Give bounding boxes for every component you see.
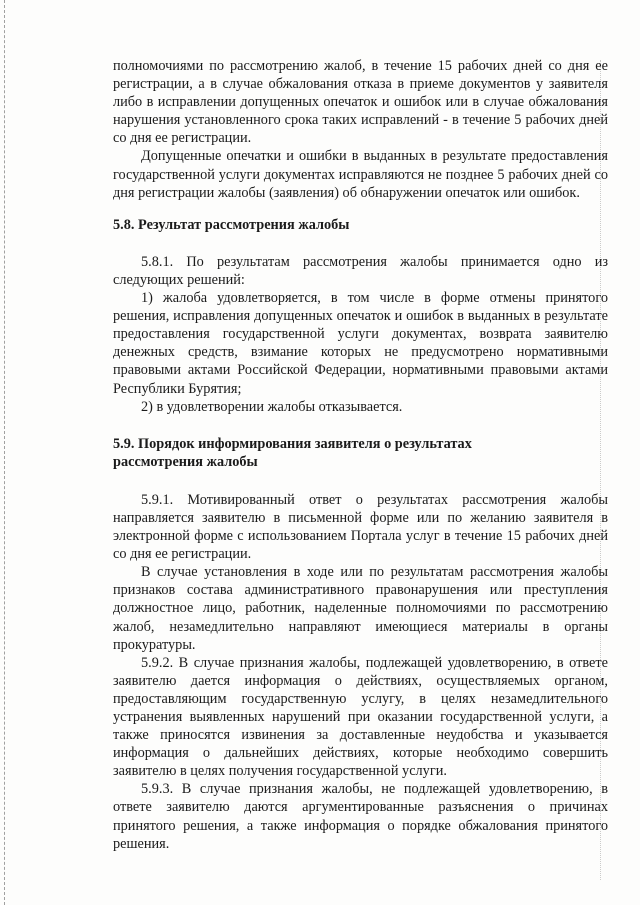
- paragraph-typos-correction: Допущенные опечатки и ошибки в выданных в результате предоставления государственной услуги документах исправляются не позднее 5 рабочих дней со дня регистрации жалобы (заявления) об обнаружении опечаток или ошибок.: [113, 148, 608, 201]
- list-item-2: 2) в удовлетворении жалобы отказывается.: [141, 398, 403, 415]
- scan-edge-left: [4, 0, 6, 905]
- paragraph-continuation: полномочиями по рассмотрению жалоб, в течение 15 рабочих дней со дня ее регистрации, а в случае обжалования отказа в приеме документов у заявителя либо в исправлении допущенных опечаток и ошибок или в случае обжалования нарушения установленного срока таких исправлений - в течение 5 рабочих дней со дня ее регистрации.: [113, 58, 608, 147]
- section-heading-5-8: 5.8. Результат рассмотрения жалобы: [113, 216, 350, 233]
- paragraph-violation-signs: В случае установления в ходе или по результатам рассмотрения жалобы признаков состава административного правонарушения или преступления должностное лицо, работник, наделенные полномочиями по рассмотрению жалоб, незамедлительно направляют имеющиеся материалы в органы прокуратуры.: [113, 564, 608, 653]
- paragraph-5-8-1: 5.8.1. По результатам рассмотрения жалобы принимается одно из следующих решений:: [113, 253, 608, 288]
- paragraph-5-9-2: 5.9.2. В случае признания жалобы, подлежащей удовлетворению, в ответе заявителю дается информация о действиях, осуществляемых органом, предоставляющим государственную услугу, в целях незамедлительного устранения выявленных нарушений при оказании государственной услуги, а также приносятся извинения за доставленные неудобства и указывается информация о дальнейших действиях, которые необходимо совершить заявителю в целях получения государственной услуги.: [113, 654, 608, 780]
- paragraph-5-9-1: 5.9.1. Мотивированный ответ о результатах рассмотрения жалобы направляется заявителю в письменной форме или по желанию заявителя в электронной форме с использованием Портала услуг в течение 15 рабочих дней со дня ее регистрации.: [113, 491, 608, 563]
- document-page: [113, 57, 608, 853]
- section-heading-5-9-line1: 5.9. Порядок информирования заявителя о результатах: [113, 435, 472, 452]
- section-heading-5-9-line2: рассмотрения жалобы: [113, 453, 258, 470]
- paragraph-5-9-3: 5.9.3. В случае признания жалобы, не подлежащей удовлетворению, в ответе заявителю даются аргументированные разъяснения о причинах принятого решения, а также информация о порядке обжалования принятого решения.: [113, 781, 608, 852]
- list-item-1: 1) жалоба удовлетворяется, в том числе в форме отмены принятого решения, исправления допущенных опечаток и ошибок в выданных в результате предоставления государственной услуги документах, возврата заявителю денежных средств, взимание которых не предусмотрено нормативными правовыми актами Российской Федерации, нормативными правовыми актами Республики Бурятия;: [113, 290, 608, 397]
